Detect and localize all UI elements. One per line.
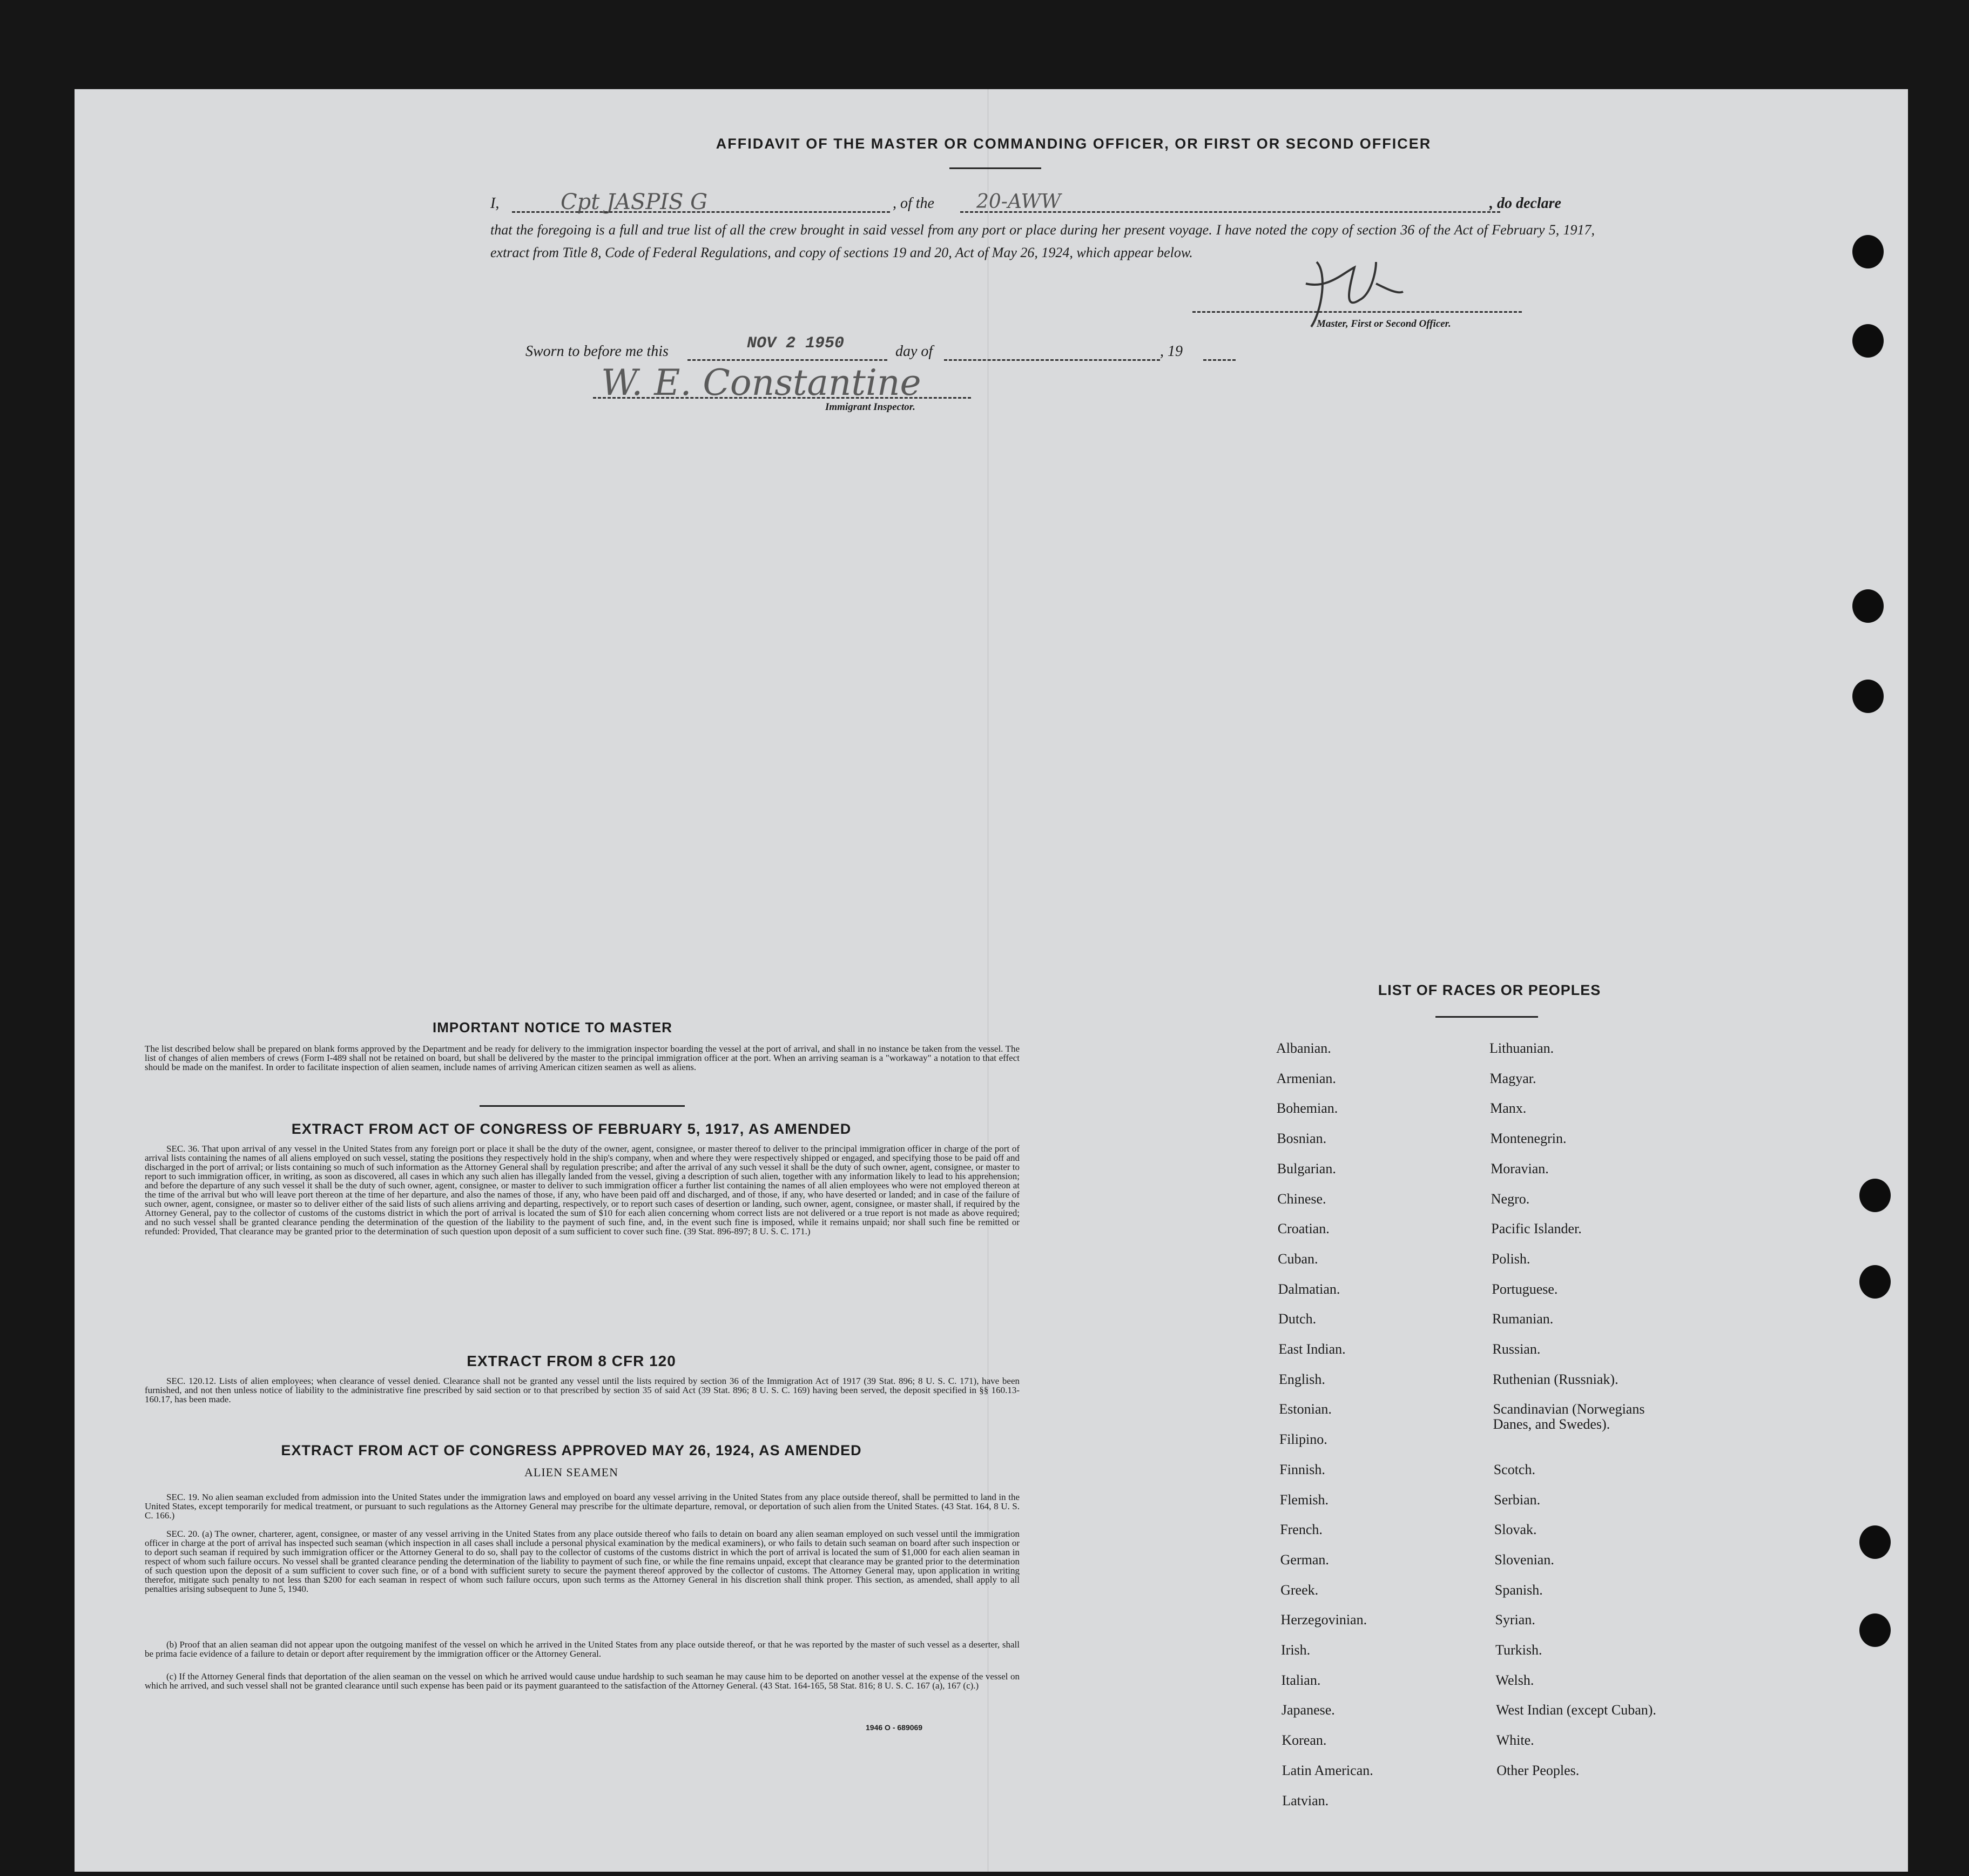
signature-caption: Master, First or Second Officer.	[1317, 318, 1451, 330]
race-item: Korean.	[1282, 1732, 1327, 1749]
race-item: Ruthenian (Russniak).	[1493, 1371, 1619, 1387]
date-stamp: NOV 2 1950	[747, 334, 845, 353]
sworn-line	[525, 334, 1336, 365]
race-item: Lithuanian.	[1489, 1040, 1554, 1056]
race-item: Rumanian.	[1492, 1311, 1554, 1327]
notice-divider	[480, 1105, 685, 1107]
race-item: Scotch.	[1493, 1461, 1535, 1477]
race-item: English.	[1278, 1371, 1325, 1387]
binder-hole	[1852, 680, 1884, 713]
race-item: Welsh.	[1495, 1672, 1534, 1688]
race-item: Polish.	[1491, 1250, 1530, 1267]
binder-hole	[1859, 1265, 1891, 1299]
race-item: Finnish.	[1279, 1461, 1325, 1477]
races-title: LIST OF RACES OR PEOPLES	[1378, 982, 1601, 998]
inspector-caption: Immigrant Inspector.	[825, 401, 915, 413]
race-item: Spanish.	[1494, 1582, 1543, 1598]
race-item: Turkish.	[1495, 1642, 1542, 1658]
binder-hole	[1859, 1525, 1891, 1559]
race-item: Scandinavian (Norwegians Danes, and Swedes).	[1493, 1401, 1645, 1433]
race-item: Bohemian.	[1276, 1100, 1338, 1117]
race-item: Italian.	[1281, 1672, 1321, 1688]
race-item: Syrian.	[1495, 1612, 1535, 1628]
of-the-label: , of the	[893, 195, 934, 212]
race-item: Herzegovinian.	[1280, 1612, 1367, 1628]
notice-text: The list described below shall be prepared on blank forms approved by the Department and be ready for delivery to the immigration inspector boarding the vessel at the port of arrival, and shall in no instance be taken from the vessel. The list of changes of alien members of crews (Form I-489 shall not be retained on board, but shall be delivered by the master to the principal immigration officer at the port. When an arriving seaman is a "workaway" a notation to that effect should be made on the manifest. In order to facilitate inspection of alien seamen, include names of arriving American citizen seamen as well as aliens.	[145, 1044, 1020, 1072]
race-item: Estonian.	[1279, 1401, 1332, 1417]
races-divider	[1435, 1016, 1538, 1018]
race-item: Latvian.	[1282, 1792, 1329, 1808]
race-item: West Indian (except Cuban).	[1496, 1702, 1656, 1718]
race-item: Other Peoples.	[1496, 1762, 1580, 1778]
race-item: Slovak.	[1494, 1522, 1537, 1538]
extract-1924-sec19: SEC. 19. No alien seaman excluded from admission into the United States under the immigration laws and employed on board any vessel arriving in the United States from any place outside thereof, shall be permitted to land in the United States, except temporarily for medical treatment, or pursuant to such regulations as the Attorney General may prescribe for the ultimate departure, removal, or deportation of such alien from the United States. (43 Stat. 164, 8 U. S. C. 166.)	[145, 1492, 1020, 1521]
binder-hole	[1852, 235, 1884, 268]
race-item: Manx.	[1490, 1100, 1527, 1117]
affidavit-title: AFFIDAVIT OF THE MASTER OR COMMANDING OFFICER, OR FIRST OR SECOND OFFICER	[716, 136, 1432, 152]
extract-1924-sec20b: (b) Proof that an alien seaman did not appear upon the outgoing manifest of the vessel on which he arrived in the United States from any place outside thereof, or that he was reported by the master of such vessel as a deserter, shall be prima facie evidence of a failure to detain or deport after requirement by the immigration officer or the Attorney General.	[145, 1639, 1020, 1659]
race-item: Portuguese.	[1492, 1281, 1558, 1297]
inspector-line	[593, 397, 971, 399]
race-item: Magyar.	[1489, 1070, 1536, 1086]
race-item: Pacific Islander.	[1491, 1221, 1582, 1237]
do-declare-label: , do declare	[1489, 195, 1561, 212]
print-code: 1946 O - 689069	[866, 1723, 923, 1732]
race-item: Bulgarian.	[1277, 1160, 1336, 1176]
race-item: Flemish.	[1279, 1491, 1329, 1508]
race-item: Cuban.	[1278, 1250, 1318, 1267]
form-page	[75, 89, 1908, 1872]
race-item: Irish.	[1281, 1642, 1311, 1658]
race-item: Latin American.	[1282, 1762, 1373, 1778]
extract-1924-title: EXTRACT FROM ACT OF CONGRESS APPROVED MAY 26, 1924, AS AMENDED	[281, 1442, 862, 1458]
day-of-label: day of	[895, 343, 933, 360]
sworn-label: Sworn to before me this	[525, 343, 669, 360]
race-item: Slovenian.	[1494, 1551, 1554, 1568]
race-item: Dutch.	[1278, 1311, 1317, 1327]
extract-cfr-text: SEC. 120.12. Lists of alien employees; when clearance of vessel denied. Clearance shall not be granted any vessel until the lists required by section 36 of the Immigration Act of 1917 (39 Stat. 896; 8 U. S. C. 171), have been furnished, and not then unless notice of liability to the administrative fine prescribed by said section or to that prescribed by section 35 of said Act (39 Stat. 896; 8 U. S. C. 169) having been served, the deposit specified in §§ 160.13-160.17, has been made.	[145, 1376, 1020, 1404]
race-item: German.	[1280, 1551, 1329, 1568]
race-item: Dalmatian.	[1278, 1281, 1340, 1297]
binder-hole	[1852, 589, 1884, 623]
race-item: Armenian.	[1276, 1070, 1336, 1086]
signature-line	[1192, 311, 1522, 313]
extract-1917-text: SEC. 36. That upon arrival of any vessel in the United States from any foreign port or place it shall be the duty of the owner, agent, consignee, or master thereof to deliver to the principal immigration officer in charge of the port of arrival lists containing the names of all aliens employed on such vessel, stating the positions they respectively hold in the ship's company, when and where they were respectively shipped or engaged, and specifying those to be paid off and discharged in the port of arrival; or lists containing so much of such information as the Attorney General shall by regulation prescribe; and after the arrival of any such vessel it shall be the duty of such owner, agent, consignee, or master to report to such immigration officer, in writing, as soon as discovered, all cases in which any such alien has illegally landed from the vessel, giving a description of such alien, together with any information likely to lead to his apprehension; and before the departure of any such vessel it shall be the duty of such owner, agent, consignee, or master to deliver to such immigration officer a further list containing the names of all alien employees who were not employed thereon at the time of the arrival but who will leave port thereon at the time of her departure, and also the names of those, if any, who have been paid off and discharged, and of those, if any, who have deserted or landed; and in case of the failure of such owner, agent, consignee, or master so to deliver either of the said lists of such aliens arriving and departing, respectively, or to report such cases of desertion or landing, such owner, agent, consignee, or master shall, if required by the Attorney General, pay to the collector of customs of the customs district in which the port of arrival is located the sum of $10 for each alien concerning whom correct lists are not delivered or a true report is not made as above required; and no such vessel shall be granted clearance pending the determination of the question of the liability to the payment of such fine, and, in the event such fine is imposed, while it remains unpaid; nor shall such fine be remitted or refunded: Provided, That clearance may be granted prior to the determination of such question upon deposit of a sum sufficient to cover such fine. (39 Stat. 896-897; 8 U. S. C. 171.)	[145, 1144, 1020, 1236]
race-item: Greek.	[1280, 1582, 1319, 1598]
extract-1924-sec20a: SEC. 20. (a) The owner, charterer, agent, consignee, or master of any vessel arriving in the United States from any place outside thereof who fails to detain on board any alien seaman employed on such vessel until the immigration officer in charge at the port of arrival has inspected such seaman (which inspection in all cases shall include a personal physical examination by the medical examiners), or who fails to detain such seaman on board after such inspection or to deport such seaman if required by such immigration officer or the Attorney General to do so, shall pay to the collector of customs of the customs district in which the port of arrival is located the sum of $1,000 for each alien seaman in respect of whom such failure occurs. No vessel shall be granted clearance pending the determination of the liability to payment of such fine, or while the fine remains unpaid, except that clearance may be granted prior to the determination of such question upon the deposit of a sum sufficient to cover such fine, or of a bond with sufficient surety to secure the payment thereof approved by the collector of customs. The Attorney General may, upon application in writing therefor, mitigate such penalty to not less than $200 for each seaman in respect of whom such failure occurs, upon such terms as the Attorney General in his discretion shall think proper. This section, as amended, shall apply to all penalties arising subsequent to June 5, 1940.	[145, 1529, 1020, 1594]
race-item: Chinese.	[1277, 1191, 1326, 1207]
declarant-name: Cpt JASPIS G	[561, 190, 708, 214]
binder-hole	[1859, 1179, 1891, 1212]
race-item: French.	[1280, 1522, 1323, 1538]
race-item: Negro.	[1491, 1191, 1530, 1207]
race-item: White.	[1496, 1732, 1534, 1749]
race-item: Moravian.	[1491, 1160, 1549, 1176]
extract-cfr-title: EXTRACT FROM 8 CFR 120	[467, 1353, 676, 1369]
race-item: Filipino.	[1279, 1431, 1327, 1448]
race-item: Japanese.	[1281, 1702, 1335, 1718]
title-underline	[949, 167, 1041, 169]
year-label: , 19	[1160, 343, 1183, 360]
race-item: Russian.	[1492, 1341, 1541, 1357]
i-label: I,	[490, 195, 500, 212]
extract-1924-sec20c: (c) If the Attorney General finds that deportation of the alien seaman on the vessel on which he arrived would cause undue hardship to such seaman he may cause him to be deported on another vessel at the expense of the vessel on which he arrived, and such vessel shall not be granted clearance until such expense has been paid or its payment guaranteed to the satisfaction of the Attorney General. (43 Stat. 164-165, 58 Stat. 816; 8 U. S. C. 167 (a), 167 (c).)	[145, 1671, 1020, 1691]
race-item: Bosnian.	[1277, 1131, 1327, 1147]
binder-hole	[1859, 1613, 1891, 1647]
race-item: Serbian.	[1494, 1491, 1541, 1508]
race-item: Albanian.	[1276, 1040, 1331, 1056]
vessel-name: 20-AWW	[976, 191, 1061, 213]
inspector-signature: W. E. Constantine	[601, 362, 921, 404]
race-item: Croatian.	[1277, 1221, 1330, 1237]
race-item: Montenegrin.	[1490, 1131, 1567, 1147]
extract-1924-subtitle: ALIEN SEAMEN	[524, 1465, 618, 1479]
extract-1917-title: EXTRACT FROM ACT OF CONGRESS OF FEBRUARY 5, 1917, AS AMENDED	[291, 1121, 852, 1137]
declaration-text: that the foregoing is a full and true list of all the crew brought in said vessel from any port or place during her present voyage. I have noted the copy of section 36 of the Act of February 5, 1917, extract from Title 8, Code of Federal Regulations, and copy of sections 19 and 20, Act of May 26, 1924, which appear below.	[490, 222, 1595, 260]
race-item: East Indian.	[1278, 1341, 1346, 1357]
binder-hole	[1852, 324, 1884, 358]
declarant-line	[490, 190, 1597, 217]
notice-title: IMPORTANT NOTICE TO MASTER	[433, 1019, 672, 1036]
